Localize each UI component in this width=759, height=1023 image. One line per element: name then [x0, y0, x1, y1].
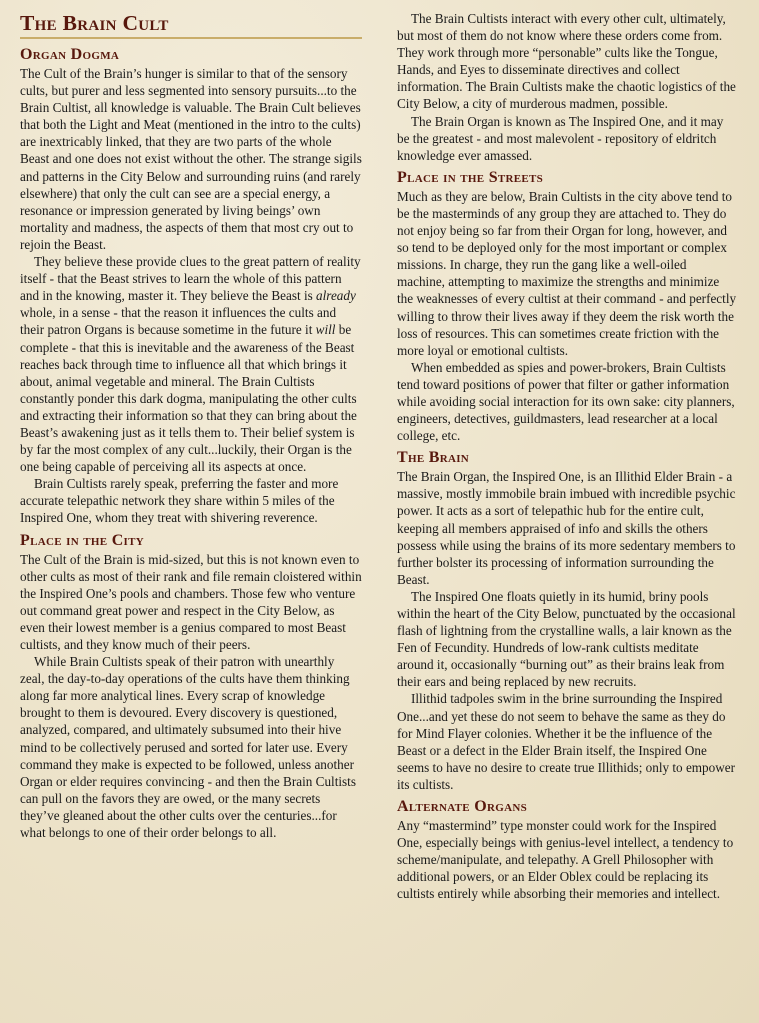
- heading-alternate-organs: Alternate Organs: [397, 798, 527, 816]
- heading-organ-dogma: Organ Dogma: [20, 46, 120, 63]
- title-divider: [20, 37, 362, 39]
- emphasis-text: will: [315, 322, 336, 338]
- page-title: The Brain Cult: [20, 11, 169, 35]
- paragraph: When embedded as spies and power-brokers, Brain Cultists tend toward positions of power that filter or gather information while avoiding social interaction for its own sake: city planners, engineers, detectives, guildmasters, lead researcher at a local college, etc.: [397, 359, 735, 444]
- paragraph: [20, 253, 362, 475]
- text-run: whole, in a sense - that the reason it influences the cults and their patron Organs is because sometime in the future it: [20, 305, 337, 338]
- emphasis-text: already: [316, 288, 356, 304]
- right-column: [397, 10, 737, 903]
- paragraph: Illithid tadpoles swim in the brine surrounding the Inspired One...and yet these do not seem to behave the same as they do for Mind Flayer colonies. Whether it be the influence of the Beast or a defect in the Elder Brain itself, the Inspired One seems to have no desire to create true Illithids; only to empower its cultists.: [397, 691, 736, 792]
- heading-the-brain: The Brain: [397, 449, 470, 467]
- left-column: [20, 10, 362, 841]
- heading-place-in-the-city: Place in the City: [20, 531, 145, 549]
- paragraph: The Brain Cultists interact with every other cult, ultimately, but most of them do not know where these orders come from. They work through more “personable” cults like the Tongue, Hands, and Eyes to disseminate directives and collect information. The Brain Cultists make the chaotic logistics of the City Below, a city of murderous madmen, possible.: [397, 11, 736, 112]
- paragraph: Much as they are below, Brain Cultists in the city above tend to be the masterminds of any group they are attached to. They do not enjoy being so far from their Organ for long, however, and so tend to be deployed only for the most important or complex missions. In charge, they run the gang like a well-oiled machine, attempting to maximize the strengths and minimize the weaknesses of every cultist at their command - and perfectly willing to throw their lives away if they deem the risk worth the loss of resources. This can sometimes create friction with the more loyal or emotional cultists.: [397, 188, 737, 358]
- paragraph: While Brain Cultists speak of their patron with unearthly zeal, the day-to-day operations of the cults have them thinking along far more analytical lines. Every scrap of knowledge brought to them is devoured. Every discovery is questioned, analyzed, compared, and ultimately subsumed into their hive mind to be collectively perused and sorted for later use. Every command they make is expected to be followed, unless another Organ or elder requires convincing - and then the Brain Cultists can pull on the favors they are owed, or the many secrets they’ve gleaned about the other cults over the centuries...for what belongs to one of their order belongs to all.: [20, 654, 356, 841]
- paragraph: Brain Cultists rarely speak, preferring the faster and more accurate telepathic network they share within 5 miles of the Inspired One, whom they treat with shivering reverence.: [20, 476, 339, 526]
- paragraph: The Brain Organ is known as The Inspired One, and it may be the greatest - and most malevolent - repository of eldritch knowledge ever amassed.: [397, 113, 724, 163]
- heading-place-in-the-streets: Place in the Streets: [397, 168, 544, 186]
- paragraph: The Brain Organ, the Inspired One, is an Illithid Elder Brain - a massive, mostly immobile brain imbued with incredible psychic power. It acts as a sort of telepathic hub for the entire cult, keeping all members appraised of info and skills the others possess while using the brains of its more sedentary members to further bolster its processing of information surrounding the Beast.: [397, 469, 736, 587]
- text-run: be complete - that this is inevitable and the awareness of the Beast reaches back through time to influence all that which brings it about, animal vegetable and mineral. The Brain Cultists constantly ponder this dark dogma, manipulating the other cults and extracting their information so that they can bring about the Beast’s awakening just as it tells them to. Their belief system is by far the most complex of any cult...luckily, their Organ is the one being capable of perceiving all its aspects at once.: [20, 322, 357, 475]
- paragraph: The Cult of the Brain is mid-sized, but this is not known even to other cults as most of their rank and file remain cloistered within the Inspired One’s pools and chambers. Those few who venture out command great power and respect in the City Below, as even their lowest member is a genius compared to most Beast cultists, and they know much of their peers.: [20, 551, 362, 652]
- paragraph: The Inspired One floats quietly in its humid, briny pools within the heart of the City Below, punctuated by the occasional flash of lightning from the crystalline walls, a lair known as the Fen of Fecundity. Hundreds of low-rank cultists meditate around it, occasionally “burning out” as their brains leak from their ears and being replaced by new recruits.: [397, 588, 736, 690]
- paragraph: The Cult of the Brain’s hunger is similar to that of the sensory cults, but purer and less segmented into sensory pursuits...to the Brain Cultist, all knowledge is valuable. The Brain Cult believes that both the Light and Meat (mentioned in the intro to the cults) are inextricably linked, that they are two parts of the whole Beast and one does not exist without the other. The strange sigils and patterns in the City Below and surrounding ruins (and rarely elsewhere) that only the cult can see are a special energy, a resonance or impression generated by living beings’ own mortality and madness, the aspects of them that most cry out to rejoin the Beast.: [20, 66, 362, 252]
- text-run: They believe these provide clues to the great pattern of reality itself - that the Beast strives to learn the whole of this pattern and in the knowing, master it. They believe the Beast is: [20, 254, 361, 304]
- paragraph: Any “mastermind” type monster could work for the Inspired One, especially beings with genius-level intellect, a tendency to scheme/manipulate, and telepathy. A Grell Philosopher with additional powers, or an Elder Oblex could be replacing its cultists entirely while absorbing their memories and intellect.: [397, 818, 734, 902]
